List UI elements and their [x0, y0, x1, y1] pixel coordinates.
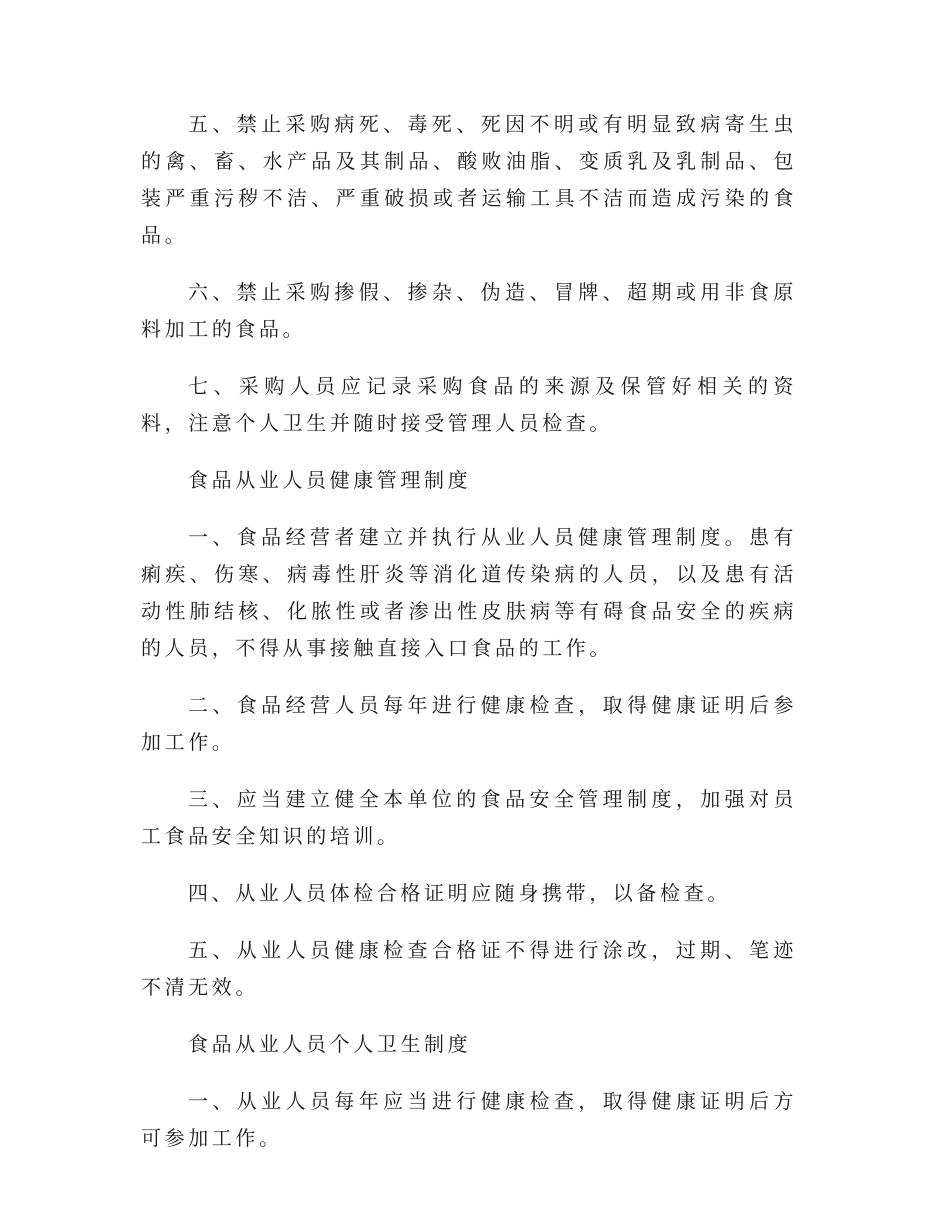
paragraph-purchase-records: 七、采购人员应记录采购食品的来源及保管好相关的资料，注意个人卫生并随时接受管理人员检查。: [141, 374, 797, 435]
section-title-personal-hygiene: 食品从业人员个人卫生制度: [188, 1032, 472, 1056]
document-body: [141, 106, 797, 1157]
paragraph-purchase-ban-counterfeit: 六、禁止采购掺假、掺杂、伪造、冒牌、超期或用非食原料加工的食品。: [141, 280, 797, 341]
paragraph-health-management-system: 一、食品经营者建立并执行从业人员健康管理制度。患有痢疾、伤寒、病毒性肝炎等消化道传染病的人员，以及患有活动性肺结核、化脓性或者渗出性皮肤病等有碍食品安全的疾病的人员，不得从事接触直接入口食品的工作。: [141, 525, 797, 660]
section-title-health-management: 食品从业人员健康管理制度: [188, 468, 472, 492]
paragraph-safety-training: 三、应当建立健全本单位的食品安全管理制度，加强对员工食品安全知识的培训。: [141, 787, 797, 848]
paragraph-certificate-validity: 五、从业人员健康检查合格证不得进行涂改，过期、笔迹不清无效。: [141, 938, 797, 999]
paragraph-annual-health-check: 二、食品经营人员每年进行健康检查，取得健康证明后参加工作。: [141, 693, 797, 754]
paragraph-hygiene-health-check: 一、从业人员每年应当进行健康检查，取得健康证明后方可参加工作。: [141, 1089, 797, 1150]
paragraph-carry-certificate: 四、从业人员体检合格证明应随身携带，以备检查。: [188, 881, 731, 905]
paragraph-purchase-ban-diseased: 五、禁止采购病死、毒死、死因不明或有明显致病寄生虫的禽、畜、水产品及其制品、酸败油脂、变质乳及乳制品、包装严重污秽不洁、严重破损或者运输工具不洁而造成污染的食品。: [141, 112, 797, 247]
